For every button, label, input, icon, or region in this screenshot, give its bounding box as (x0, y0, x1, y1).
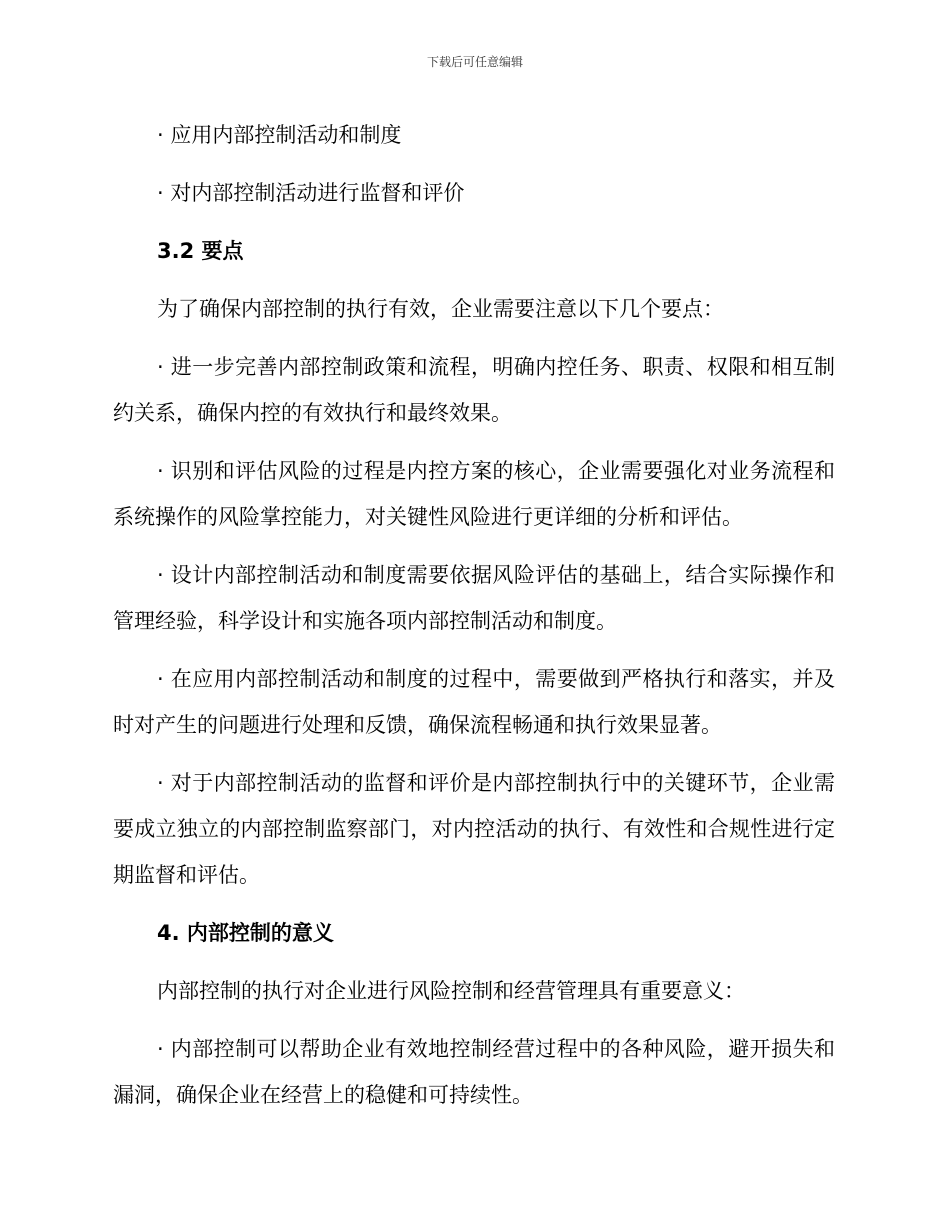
bullet-item: · 识别和评估风险的过程是内控方案的核心，企业需要强化对业务流程和系统操作的风险掌控能力，对关键性风险进行更详细的分析和评估。 (113, 459, 835, 529)
bullet-item: · 在应用内部控制活动和制度的过程中，需要做到严格执行和落实，并及时对产生的问题进行处理和反馈，确保流程畅通和执行效果显著。 (113, 667, 835, 737)
section-heading: 3.2 要点 (157, 239, 244, 263)
bullet-item: · 进一步完善内部控制政策和流程，明确内控任务、职责、权限和相互制约关系，确保内控的有效执行和最终效果。 (113, 355, 835, 425)
document-body (113, 112, 835, 1130)
bullet-item: · 设计内部控制活动和制度需要依据风险评估的基础上，结合实际操作和管理经验，科学设计和实施各项内部控制活动和制度。 (113, 563, 835, 633)
paragraph: 为了确保内部控制的执行有效，企业需要注意以下几个要点： (157, 297, 724, 321)
bullet-item: · 对于内部控制活动的监督和评价是内部控制执行中的关键环节，企业需要成立独立的内部控制监察部门，对内控活动的执行、有效性和合规性进行定期监督和评估。 (113, 771, 835, 887)
section-heading: 4. 内部控制的意义 (157, 921, 334, 945)
bullet-item: · 对内部控制活动进行监督和评价 (157, 181, 465, 205)
paragraph: 内部控制的执行对企业进行风险控制和经营管理具有重要意义： (157, 979, 745, 1003)
page-header: 下载后可任意编辑 (426, 55, 523, 69)
bullet-item: · 内部控制可以帮助企业有效地控制经营过程中的各种风险，避开损失和漏洞，确保企业在经营上的稳健和可持续性。 (113, 1037, 835, 1107)
bullet-item: · 应用内部控制活动和制度 (157, 123, 402, 147)
